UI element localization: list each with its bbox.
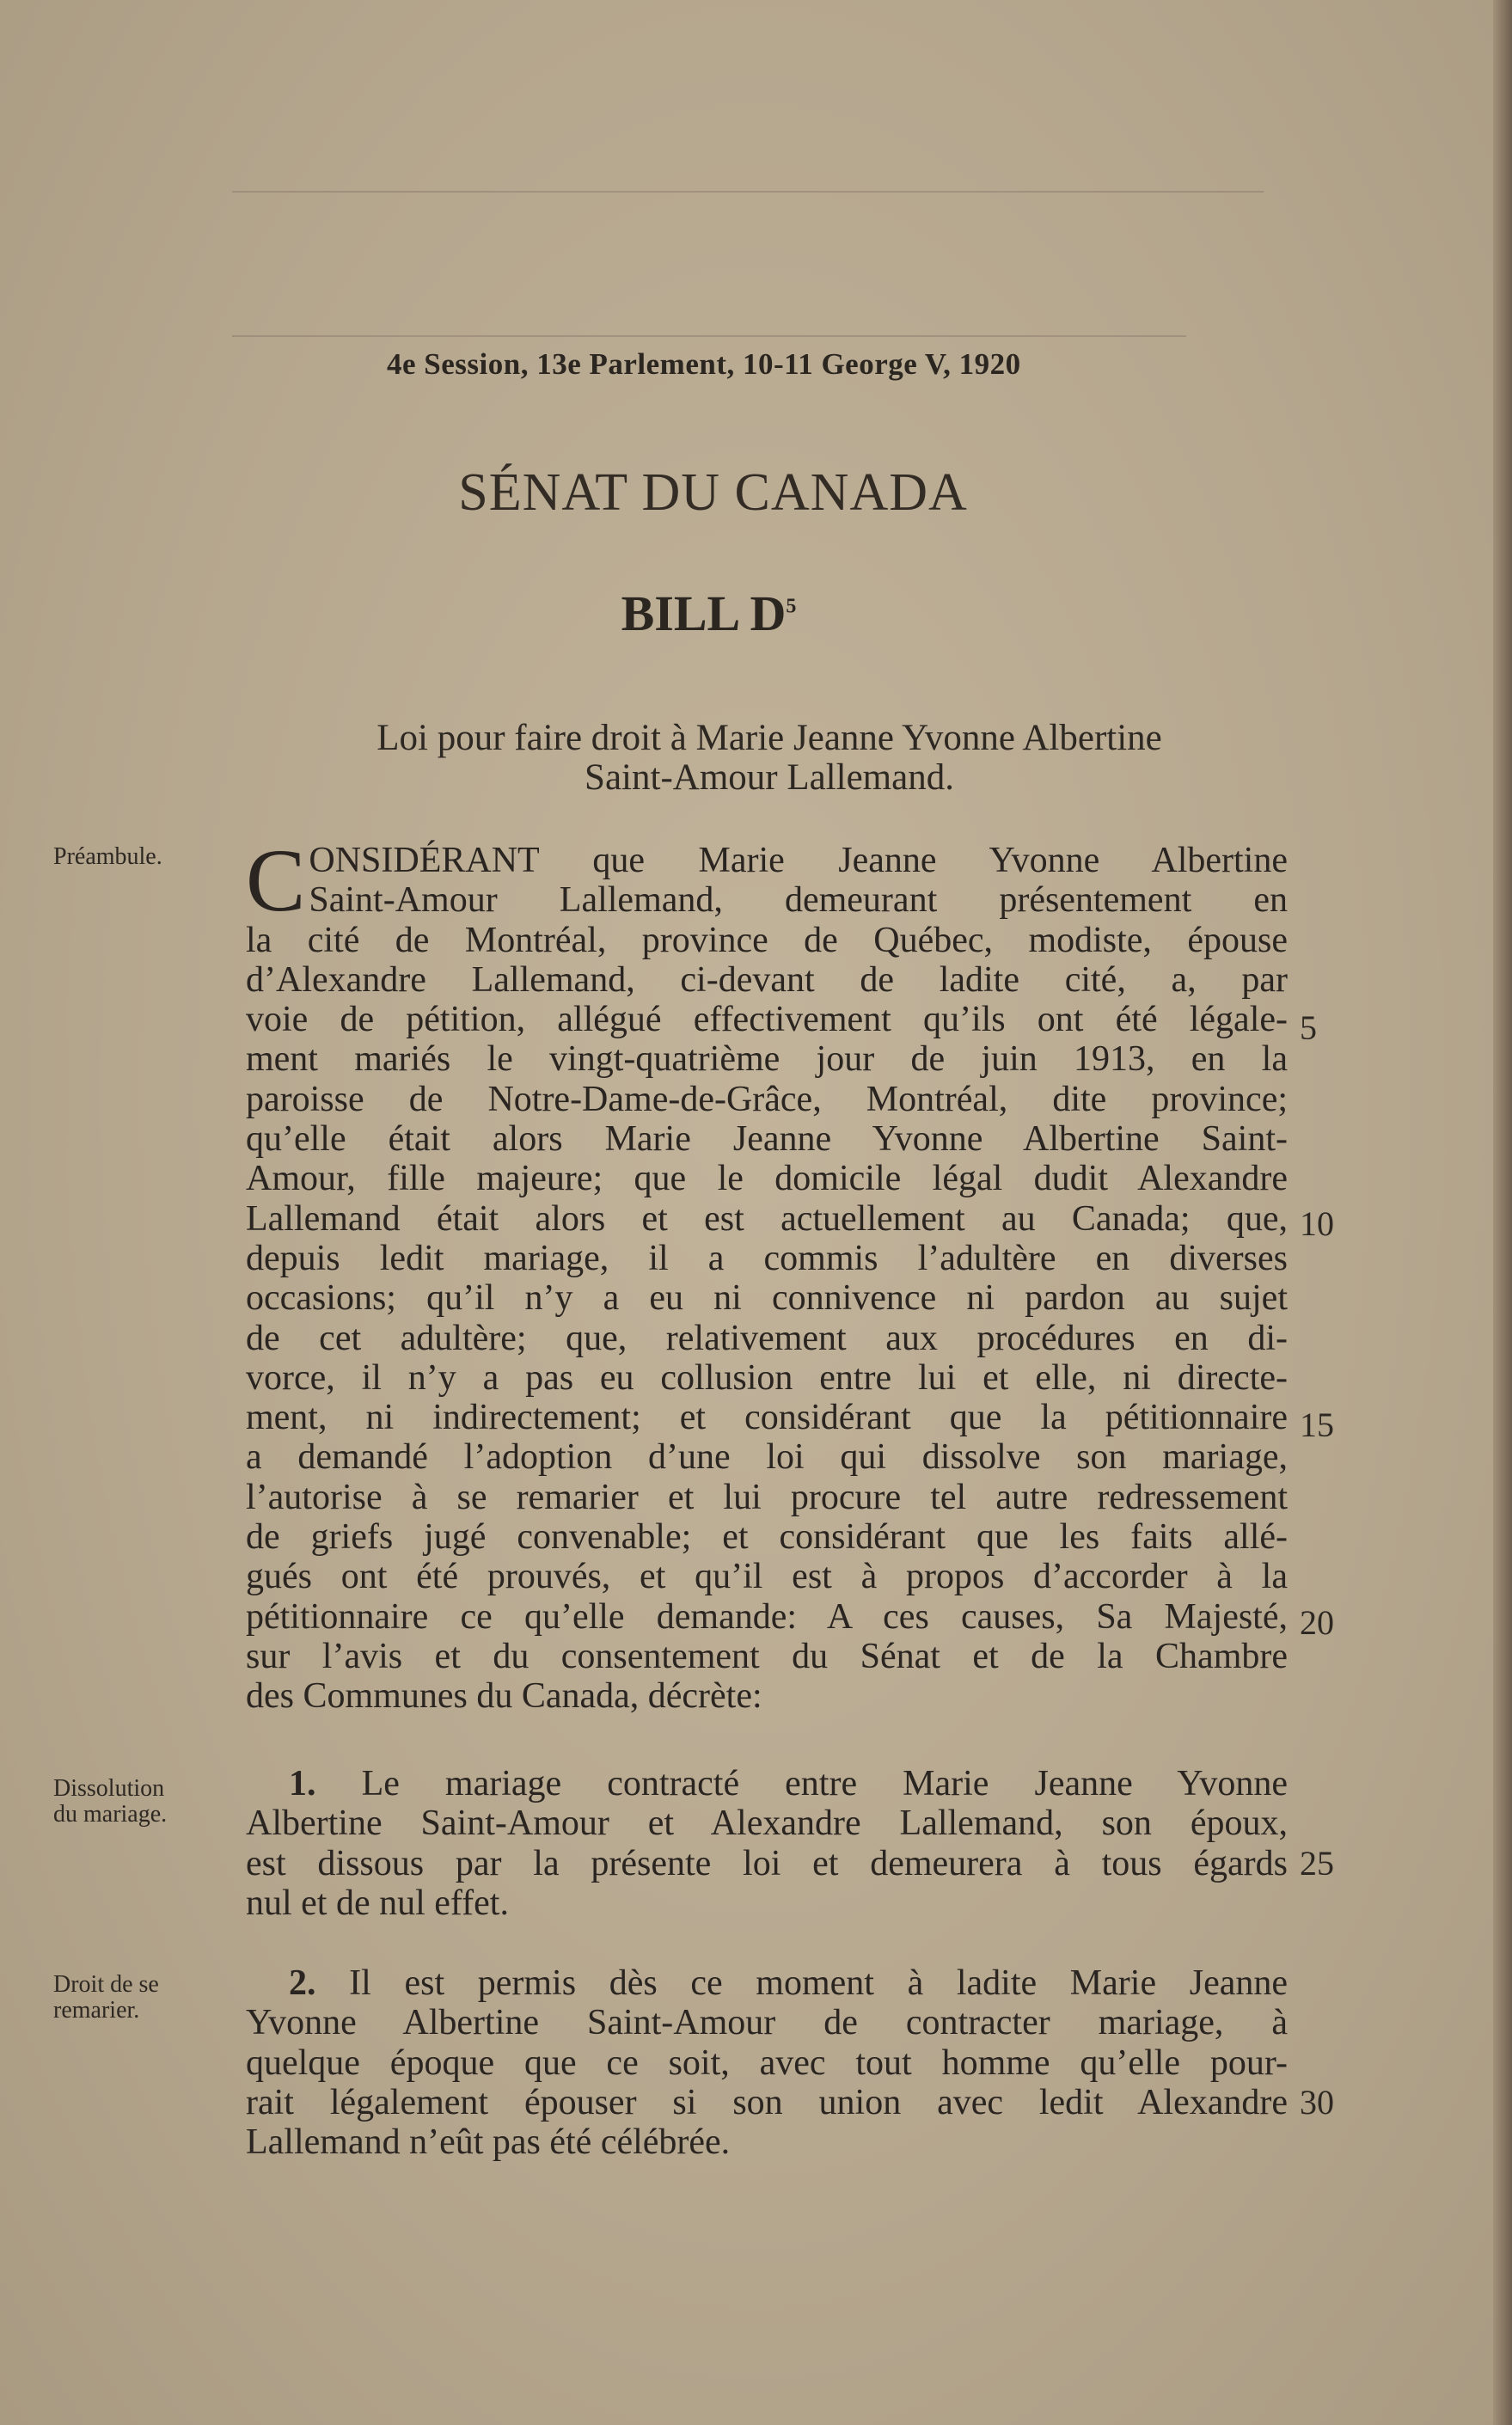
text-line: de cet adultère; que, relativement aux procédures en di-: [246, 1318, 1288, 1358]
section-number: 1.: [289, 1764, 316, 1803]
section-1: [246, 1764, 1288, 1923]
text-line: Albertine Saint-Amour et Alexandre Lallemand, son époux,: [246, 1803, 1288, 1844]
text-line: nul et de nul effet.: [246, 1883, 509, 1923]
line-number: 20: [1300, 1603, 1334, 1642]
line-number: 30: [1300, 2083, 1334, 2122]
text-line: [246, 1764, 1288, 1803]
subtitle-line: Loi pour faire droit à Marie Jeanne Yvonne Albertine: [376, 718, 1162, 758]
text-line: d’Alexandre Lallemand, ci-devant de ladite cité, a, par: [246, 959, 1288, 1000]
bill-subtitle: [249, 719, 1289, 798]
text-line: l’autorise à se remarier et lui procure tel autre redressement: [246, 1477, 1288, 1517]
text-line: ment, ni indirectement; et considérant que la pétitionnaire: [246, 1398, 1288, 1438]
text-line: occasions; qu’il n’y a eu ni connivence ni pardon au sujet: [246, 1278, 1288, 1319]
text-line: Lallemand n’eût pas été célébrée.: [246, 2122, 731, 2163]
text-line: voie de pétition, allégué effectivement qu’ils ont été légale-: [246, 1000, 1288, 1040]
decorative-rule: [232, 191, 1264, 193]
page-edge-shadow: [1493, 0, 1512, 2425]
text-line: Lallemand était alors et est actuellement au Canada; que,: [246, 1198, 1288, 1239]
section-number: 2.: [289, 1963, 316, 2003]
margin-note-dissolution: [53, 1776, 225, 1828]
margin-note-line: remarier.: [53, 1997, 140, 2024]
margin-note-line: Dissolution: [53, 1775, 165, 1802]
line-number: 15: [1300, 1405, 1334, 1444]
text-line: de griefs jugé convenable; et considérant que les faits allé-: [246, 1517, 1288, 1558]
text-line: quelque époque que ce soit, avec tout homme qu’elle pour-: [246, 2042, 1288, 2083]
margin-note-line: du mariage.: [53, 1801, 168, 1828]
text-line: Yvonne Albertine Saint-Amour de contracter mariage, à: [246, 2003, 1288, 2043]
dropcap-letter: C: [246, 831, 306, 930]
text-line: paroisse de Notre-Dame-de-Grâce, Montréal, dite province;: [246, 1079, 1288, 1119]
text-line: ONSIDÉRANT que Marie Jeanne Yvonne Albertine: [309, 841, 1288, 880]
text-line: est dissous par la présente loi et demeurera à tous égards: [246, 1843, 1288, 1883]
text-line: sur l’avis et du consentement du Sénat et de la Chambre: [246, 1636, 1288, 1676]
section-text: Il est permis dès ce moment à ladite Marie Jeanne: [349, 1963, 1289, 2003]
document-title: SÉNAT DU CANADA: [458, 463, 968, 522]
decorative-rule: [232, 335, 1186, 337]
text-line: Saint-Amour Lallemand, demeurant présentement en: [309, 880, 1288, 921]
line-number: 25: [1300, 1844, 1334, 1883]
line-number: 5: [1300, 1008, 1317, 1047]
text-line: la cité de Montréal, province de Québec, modiste, épouse: [246, 920, 1288, 960]
text-line: des Communes du Canada, décrète:: [246, 1676, 762, 1717]
text-line: gués ont été prouvés, et qu’il est à propos d’accorder à la: [246, 1557, 1288, 1597]
text-line: Amour, fille majeure; que le domicile légal dudit Alexandre: [246, 1159, 1288, 1199]
text-line: ment mariés le vingt-quatrième jour de juin 1913, en la: [246, 1039, 1288, 1080]
section-text: Le mariage contracté entre Marie Jeanne Yvonne: [361, 1764, 1289, 1803]
text-line: [246, 1963, 1288, 2003]
preamble-text: [246, 831, 1288, 1717]
section-2: [246, 1963, 1288, 2162]
text-line: rait légalement épouser si son union avec ledit Alexandre: [246, 2082, 1288, 2122]
margin-note-preamble: Préambule.: [53, 843, 162, 870]
bill-label: BILL D: [621, 585, 787, 641]
bill-superscript: 5: [786, 595, 797, 618]
text-line: qu’elle était alors Marie Jeanne Yvonne Albertine Saint-: [246, 1119, 1288, 1160]
session-header: 4e Session, 13e Parlement, 10-11 George V, 1920: [387, 347, 1021, 381]
text-line: pétitionnaire ce qu’elle demande: A ces causes, Sa Majesté,: [246, 1596, 1288, 1637]
margin-note-line: Droit de se: [53, 1971, 159, 1998]
text-line: depuis ledit mariage, il a commis l’adultère en diverses: [246, 1238, 1288, 1278]
text-line: vorce, il n’y a pas eu collusion entre lui et elle, ni directe-: [246, 1357, 1288, 1398]
margin-note-remarry: [53, 1972, 225, 2024]
line-number: 10: [1300, 1204, 1334, 1243]
subtitle-line: Saint-Amour Lallemand.: [585, 757, 954, 798]
text-line: a demandé l’adoption d’une loi qui dissolve son mariage,: [246, 1437, 1288, 1478]
bill-number: [0, 585, 1512, 642]
